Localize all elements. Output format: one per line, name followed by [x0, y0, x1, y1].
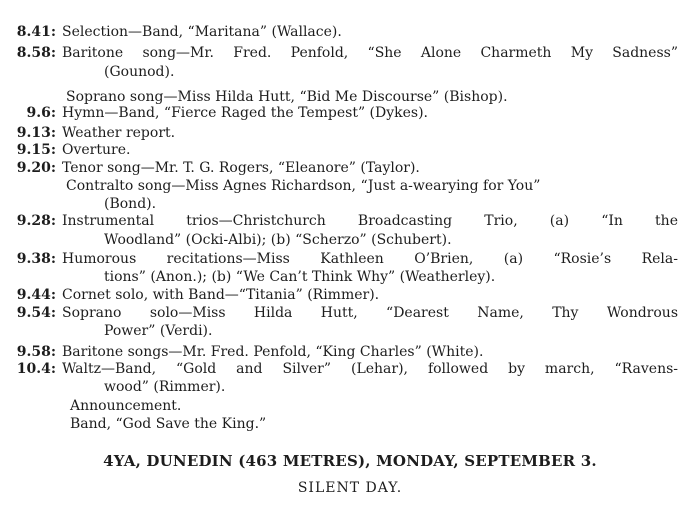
silent-day-notice: SILENT DAY. — [297, 480, 403, 496]
entry-continuation: (Gounod). — [104, 64, 175, 80]
entry-continuation: wood” (Rimmer). — [104, 379, 226, 395]
entry-text: Hymn—Band, “Fierce Raged the Tempest” (Dykes). — [62, 105, 429, 121]
entry-time: 9.44: — [16, 287, 56, 303]
entry-text: Tenor song—Mr. T. G. Rogers, “Eleanore” (Taylor). — [62, 160, 420, 176]
entry-text: Overture. — [62, 142, 131, 158]
entry-time: 8.41: — [16, 24, 56, 40]
entry-text: Humorous recitations—Miss Kathleen O’Brien, (a) “Rosie’s Rela- — [62, 251, 678, 267]
entry-text: Selection—Band, “Maritana” (Wallace). — [62, 24, 342, 40]
entry-time: 9.58: — [16, 344, 56, 360]
entry-continuation: Power” (Verdi). — [104, 323, 213, 339]
entry-time: 9.20: — [16, 160, 56, 176]
entry-text: Baritone song—Mr. Fred. Penfold, “She Alone Charmeth My Sadness” — [62, 45, 678, 61]
entry-continuation: tions” (Anon.); (b) “We Can’t Think Why” (Weatherley). — [104, 269, 496, 285]
station-heading: 4YA, DUNEDIN (463 METRES), MONDAY, SEPTEMBER 3. — [103, 452, 597, 470]
entry-text: Soprano solo—Miss Hilda Hutt, “Dearest Name, Thy Wondrous — [62, 305, 678, 321]
entry-continuation: Woodland” (Ocki-Albi); (b) “Scherzo” (Schubert). — [104, 232, 452, 248]
entry-text: Instrumental trios—Christchurch Broadcasting Trio, (a) “In the — [62, 213, 678, 229]
entry-time: 9.54: — [16, 305, 56, 321]
entry-time: 9.28: — [16, 213, 56, 229]
programme-entry-untimed: Soprano song—Miss Hilda Hutt, “Bid Me Discourse” (Bishop). — [66, 89, 508, 105]
entry-continuation: (Bond). — [104, 196, 157, 212]
entry-text: Waltz—Band, “Gold and Silver” (Lehar), followed by march, “Ravens- — [62, 361, 678, 377]
entry-time: 10.4: — [16, 361, 56, 377]
entry-time: 9.13: — [16, 125, 56, 141]
programme-entry-untimed: Contralto song—Miss Agnes Richardson, “Just a-wearying for You” — [66, 178, 541, 194]
programme-entry-untimed: Band, “God Save the King.” — [70, 416, 267, 432]
entry-time: 9.38: — [16, 251, 56, 267]
entry-time: 8.58: — [16, 45, 56, 61]
entry-text: Baritone songs—Mr. Fred. Penfold, “King Charles” (White). — [62, 344, 484, 360]
entry-text: Weather report. — [62, 125, 176, 141]
entry-text: Cornet solo, with Band—“Titania” (Rimmer). — [62, 287, 380, 303]
entry-time: 9.15: — [16, 142, 56, 158]
entry-time: 9.6: — [26, 105, 56, 121]
programme-entry-untimed: Announcement. — [70, 398, 182, 414]
